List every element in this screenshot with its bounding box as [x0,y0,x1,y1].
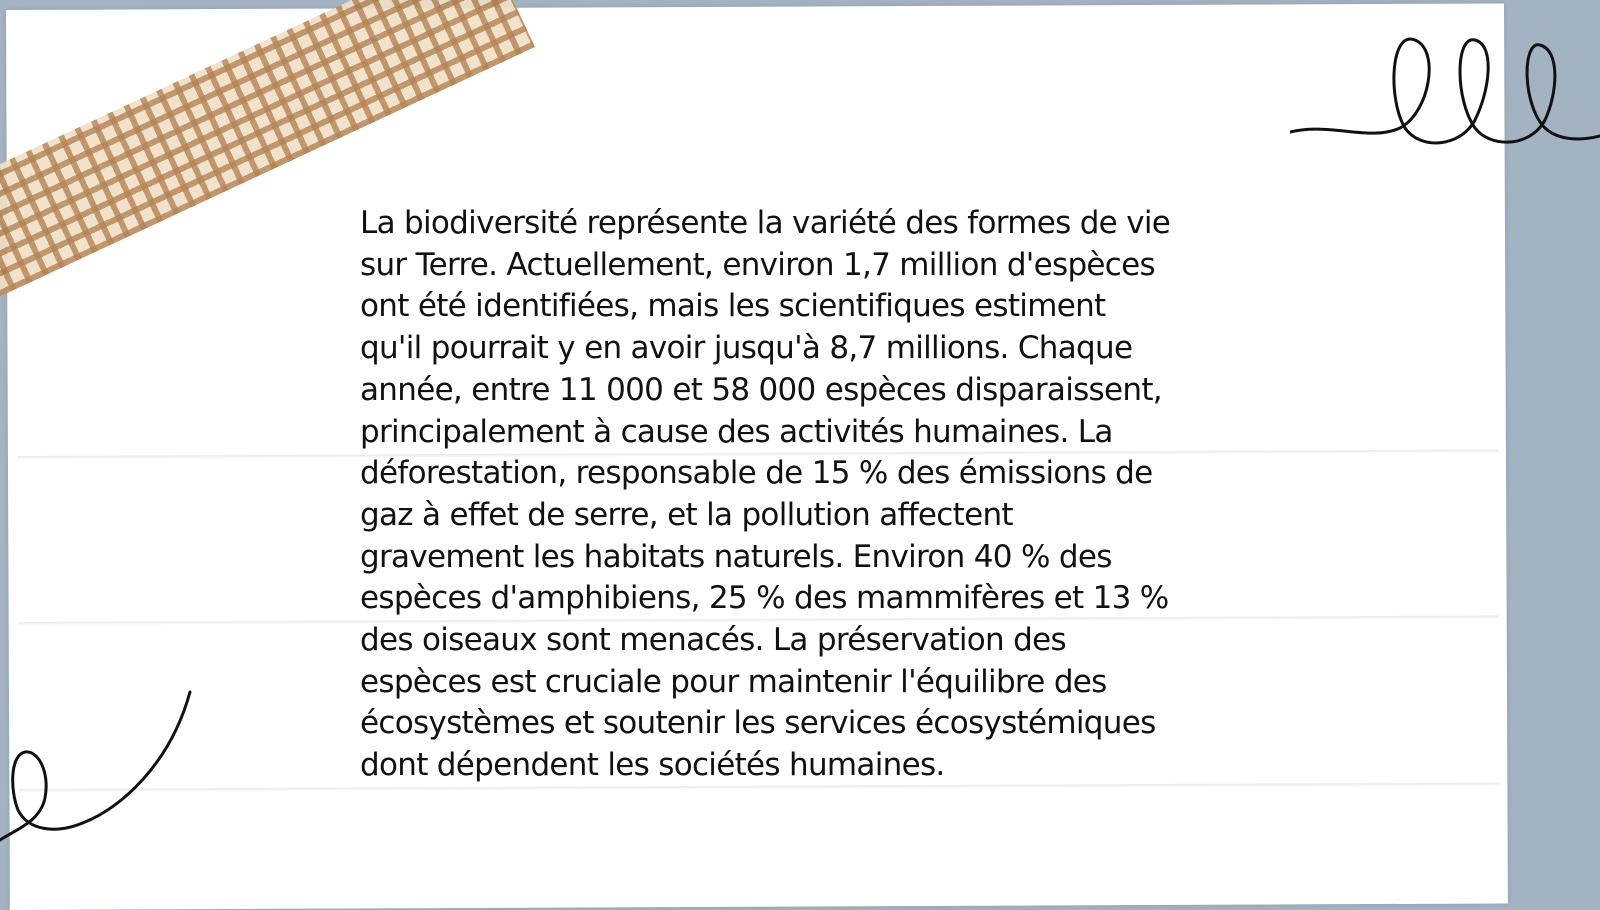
body-text-line: principalement à cause des activités humaines. La [360,413,1113,450]
body-text-line: La biodiversité représente la variété des formes de vie [360,205,1171,241]
body-text-line: dont dépendent les sociétés humaines. [360,747,945,784]
body-text-line: gravement les habitats naturels. Environ 40 % des [360,538,1112,575]
body-text-line: qu'il pourrait y en avoir jusqu'à 8,7 millions. Chaque [360,330,1133,367]
body-text-line: gaz à effet de serre, et la pollution affectent [360,496,1013,533]
swoosh-scribble-icon [0,690,200,850]
body-text-line: année, entre 11 000 et 58 000 espèces disparaissent, [360,371,1162,408]
body-text-line: espèces d'amphibiens, 25 % des mammifères et 13 % [360,580,1169,617]
body-text-line: sur Terre. Actuellement, environ 1,7 million d'espèces [360,246,1155,283]
body-text-line: ont été identifiées, mais les scientifiques estiment [360,288,1106,325]
body-text-line: déforestation, responsable de 15 % des émissions de [360,455,1153,492]
body-text-line: des oiseaux sont menacés. La préservation des [360,622,1066,659]
body-text-line: écosystèmes et soutenir les services écosystémiques [360,705,1156,742]
loop-scribble-icon [1290,30,1600,170]
body-paragraph [360,203,1260,787]
body-text-line: espèces est cruciale pour maintenir l'équilibre des [360,663,1107,700]
